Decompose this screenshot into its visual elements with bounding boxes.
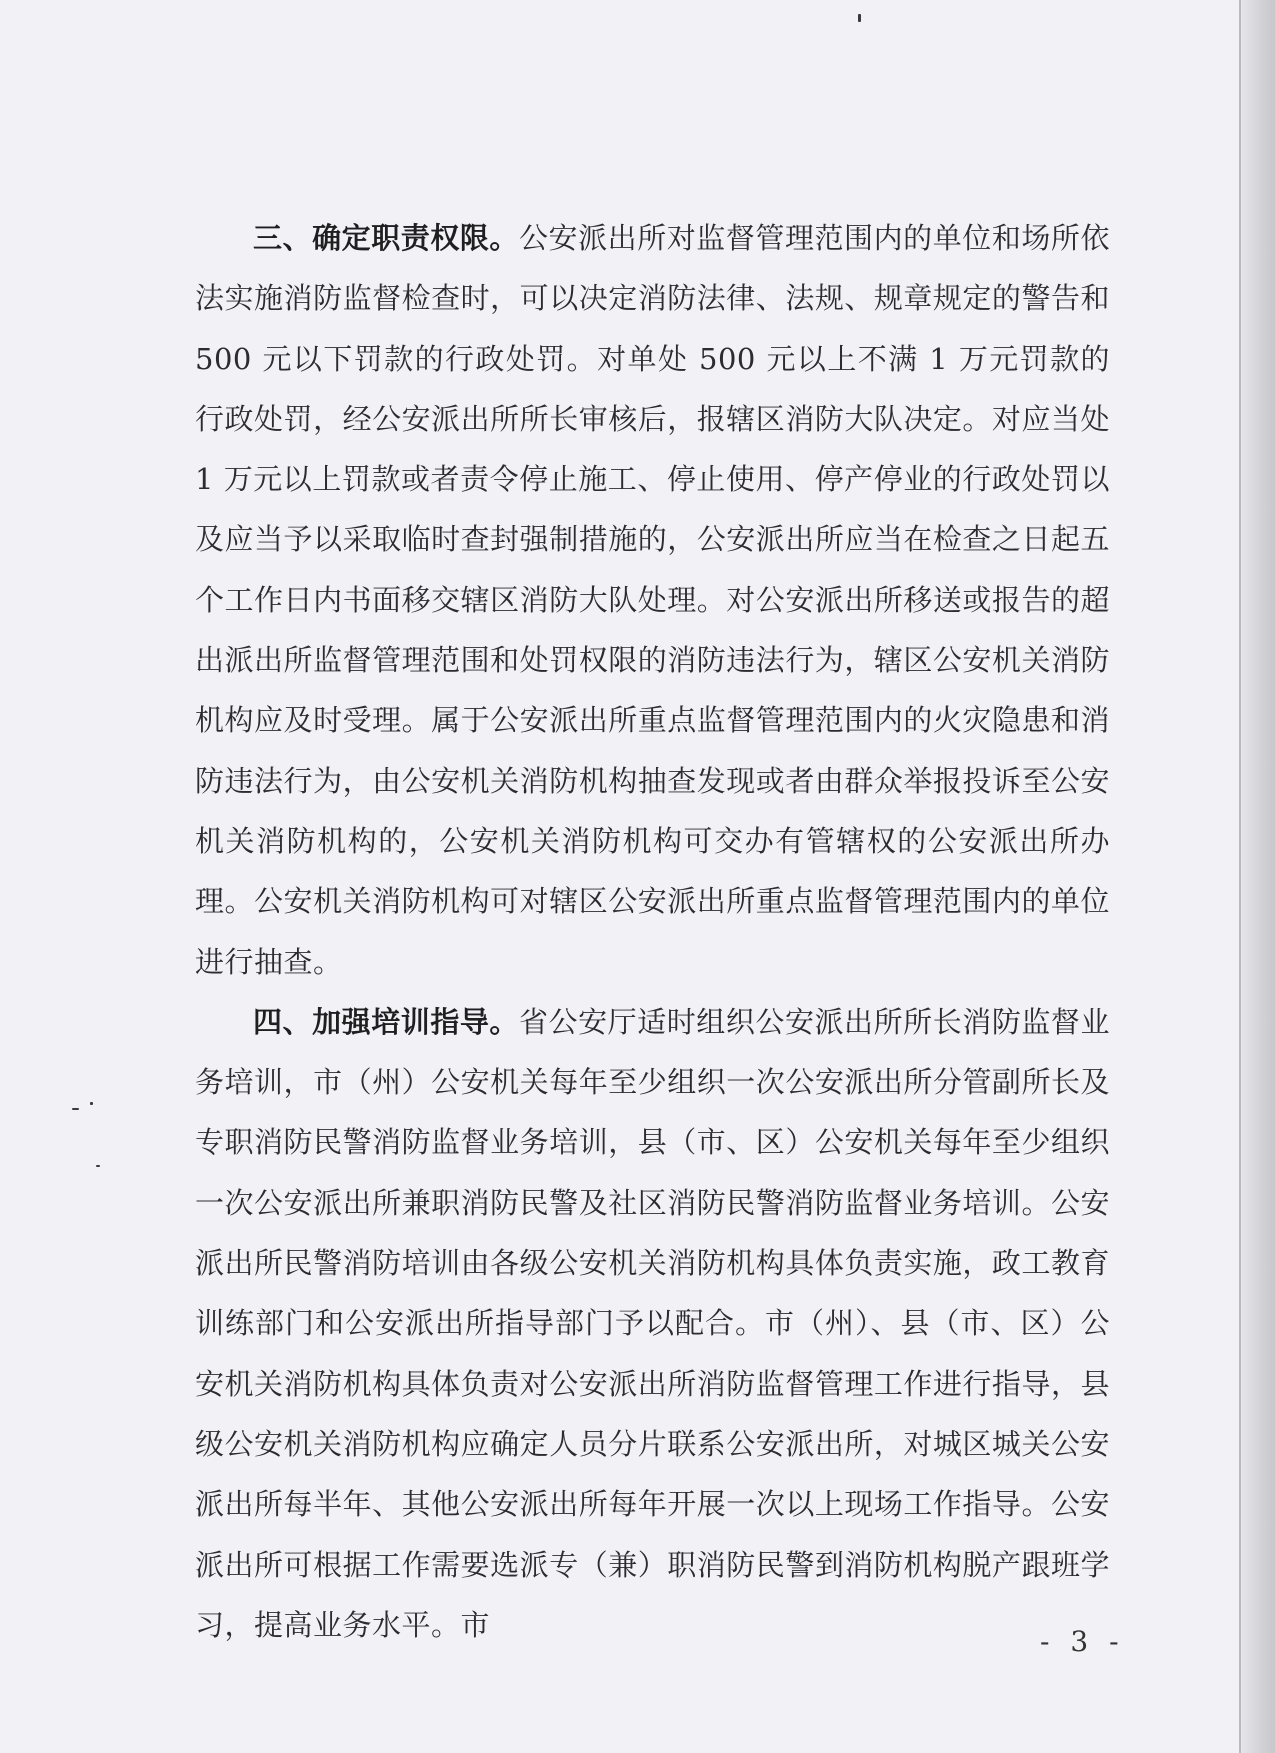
paragraph-training bbox=[195, 992, 1110, 1655]
document-body bbox=[195, 208, 1110, 1655]
scan-mark bbox=[96, 1165, 100, 1167]
paragraph-duties bbox=[195, 208, 1110, 992]
paragraph-text: 省公安厅适时组织公安派出所所长消防监督业务培训，市（州）公安机关每年至少组织一次公安派出所分管副所长及专职消防民警消防监督业务培训，县（市、区）公安机关每年至少组织一次公安派出所兼职消防民警及社区消防民警消防监督业务培训。公安派出所民警消防培训由各级公安机关消防机构具体负责实施，政工教育训练部门和公安派出所指导部门予以配合。市（州）、县（市、区）公安机关消防机构具体负责对公安派出所消防监督管理工作进行指导，县级公安机关消防机构应确定人员分片联系公安派出所，对城区城关公安派出所每半年、其他公安派出所每年开展一次以上现场工作指导。公安派出所可根据工作需要选派专（兼）职消防民警到消防机构脱产跟班学习，提高业务水平。市 bbox=[195, 1004, 1110, 1642]
scan-mark bbox=[90, 1102, 93, 1105]
page-number: - 3 - bbox=[1040, 1625, 1125, 1658]
section-heading-duties: 三、确定职责权限。 bbox=[253, 221, 519, 255]
scan-mark bbox=[72, 1108, 79, 1110]
paragraph-text: 公安派出所对监督管理范围内的单位和场所依法实施消防监督检查时，可以决定消防法律、法规、规章规定的警告和 500 元以下罚款的行政处罚。对单处 500 元以上不满 1 万元罚款的行政处罚，经公安派出所所长审核后，报辖区消防大队决定。对应当处 1 万元以上罚款或者责令停止施工、停止使用、停产停业的行政处罚以及应当予以采取临时查封强制措施的，公安派出所应当在检查之日起五个工作日内书面移交辖区消防大队处理。对公安派出所移送或报告的超出派出所监督管理范围和处罚权限的消防违法行为，辖区公安机关消防机构应及时受理。属于公安派出所重点监督管理范围内的火灾隐患和消防违法行为，由公安机关消防机构抽查发现或者由群众举报投诉至公安机关消防机构的，公安机关消防机构可交办有管辖权的公安派出所办理。公安机关消防机构可对辖区公安派出所重点监督管理范围内的单位进行抽查。 bbox=[195, 221, 1110, 979]
section-heading-training: 四、加强培训指导。 bbox=[253, 1004, 519, 1039]
page-edge-shadow bbox=[1239, 0, 1275, 1753]
scan-mark bbox=[858, 14, 861, 22]
